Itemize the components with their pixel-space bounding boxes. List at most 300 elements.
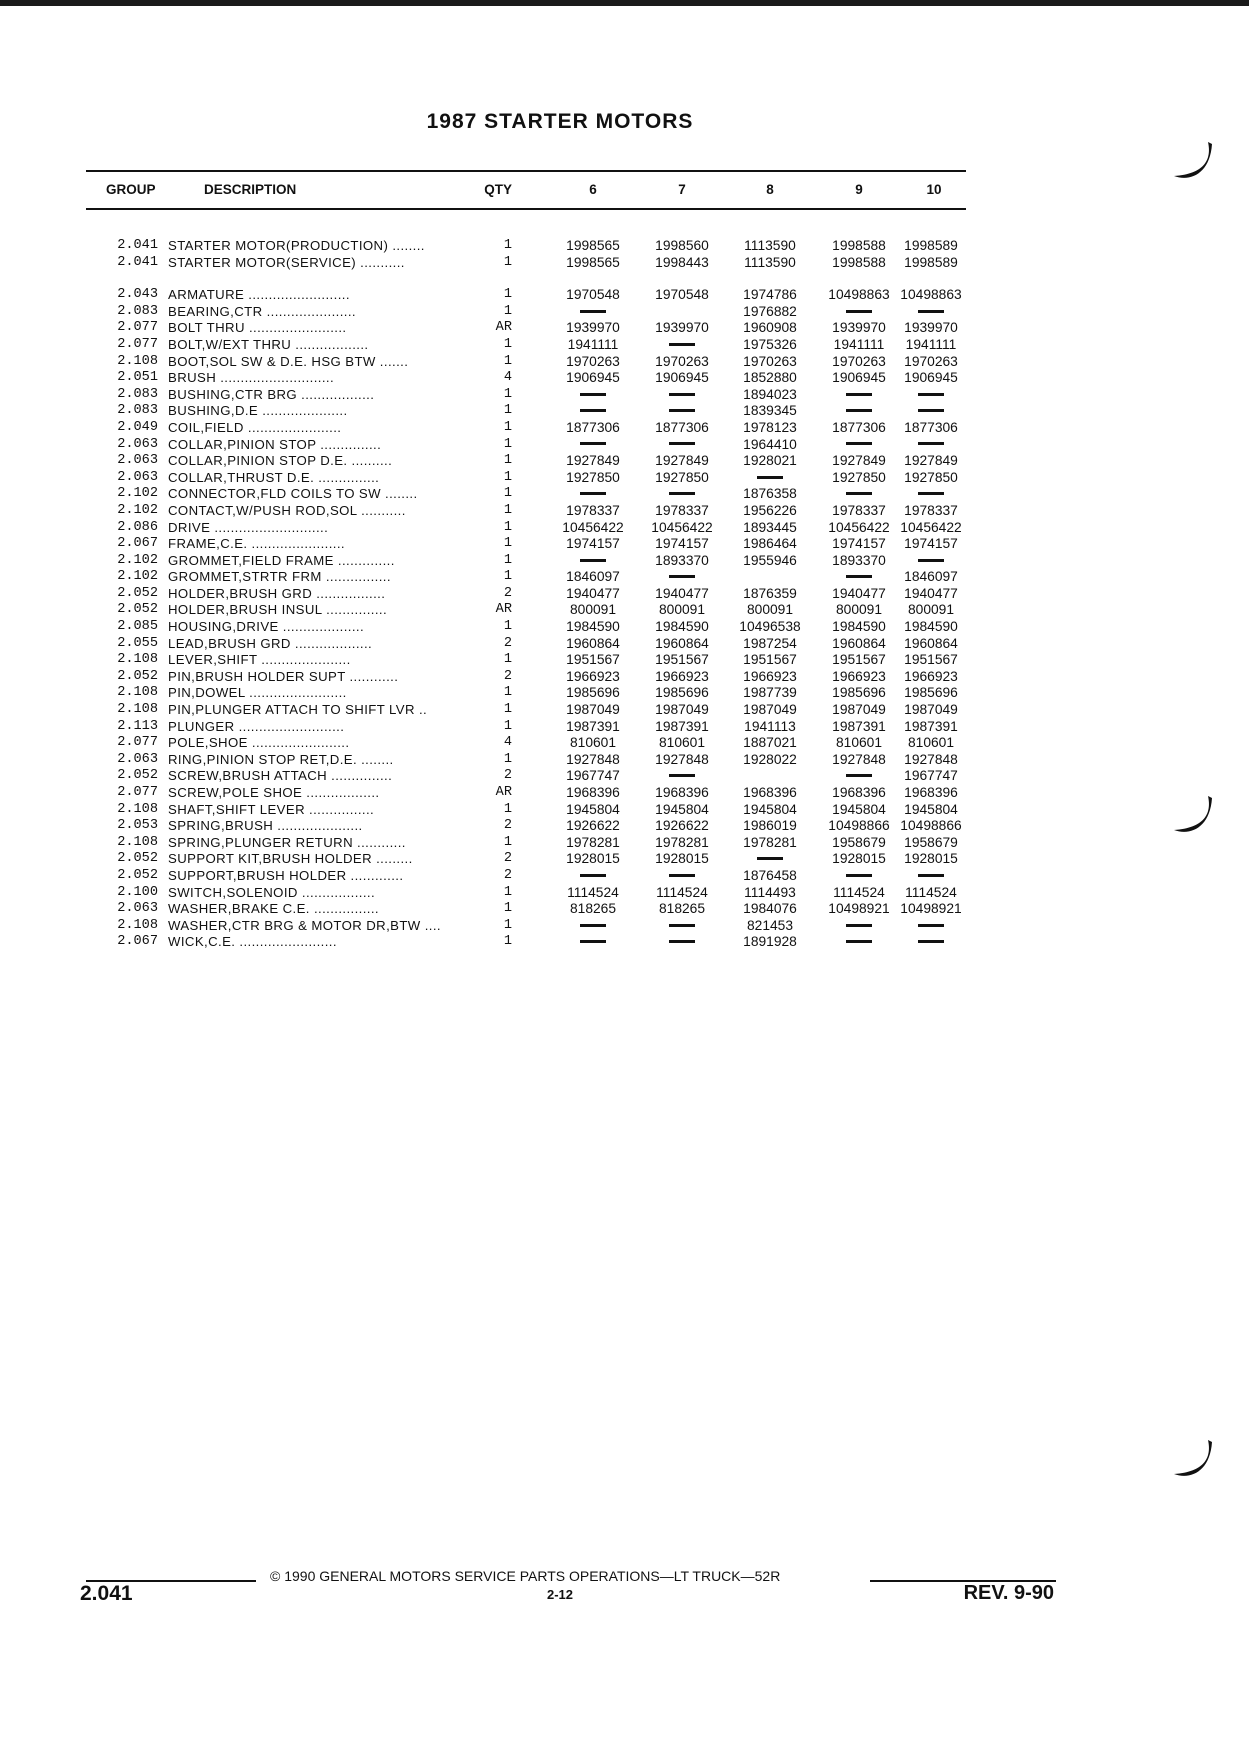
cell-group: 2.063 (117, 901, 158, 917)
cell-model-8: 1876458 (743, 867, 797, 883)
cell-model-10: 1998589 (904, 254, 958, 270)
cell-model-10: 1970263 (904, 353, 958, 369)
cell-qty: 1 (503, 453, 512, 469)
cell-group: 2.052 (117, 867, 158, 883)
cell-model-8: 1966923 (743, 668, 797, 684)
cell-group: 2.053 (117, 818, 158, 834)
table-row (86, 768, 966, 785)
table-row (86, 354, 966, 371)
table-row (86, 835, 966, 852)
cell-description: SHAFT,SHIFT LEVER ................ (168, 801, 375, 817)
cell-model-9: 1951567 (832, 652, 886, 668)
cell-model-7: 1984590 (655, 619, 709, 635)
cell-description: WASHER,BRAKE C.E. ................ (168, 901, 379, 917)
cell-model-9 (816, 304, 902, 321)
cell-model-8: 1893445 (743, 519, 797, 535)
cell-description: HOLDER,BRUSH GRD ................. (168, 585, 386, 601)
header-model-8: 8 (766, 182, 774, 197)
table-row (86, 287, 966, 304)
cell-group: 2.102 (117, 552, 158, 568)
cell-model-9: 1927848 (832, 751, 886, 767)
table-row (86, 553, 966, 570)
cell-description: ARMATURE ......................... (168, 287, 350, 303)
cell-model-8: 1876359 (743, 585, 797, 601)
cell-qty: 1 (503, 917, 512, 933)
table-row (86, 685, 966, 702)
cell-description: CONTACT,W/PUSH ROD,SOL ........... (168, 502, 406, 518)
cell-group: 2.083 (117, 403, 158, 419)
cell-description: BEARING,CTR ...................... (168, 303, 356, 319)
cell-model-8 (727, 851, 813, 868)
cell-model-8: 1960908 (743, 320, 797, 336)
cell-model-6: 1877306 (566, 419, 620, 435)
cell-group: 2.052 (117, 768, 158, 784)
cell-model-10: 1966923 (904, 668, 958, 684)
cell-model-6: 1978281 (566, 834, 620, 850)
cell-qty: 1 (503, 519, 512, 535)
cell-group: 2.108 (117, 685, 158, 701)
cell-group: 2.063 (117, 436, 158, 452)
header-model-9: 9 (855, 182, 863, 197)
cell-model-9 (816, 918, 902, 935)
cell-model-6 (550, 403, 636, 420)
table-row (86, 851, 966, 868)
cell-qty: AR (495, 320, 512, 336)
cell-model-8: 1986464 (743, 536, 797, 552)
cell-qty: 2 (503, 668, 512, 684)
cell-model-10: 800091 (907, 602, 955, 618)
cell-group: 2.108 (117, 917, 158, 933)
cell-qty: 1 (503, 884, 512, 900)
header-description: DESCRIPTION (204, 182, 297, 197)
footer-page-number: 2-12 (546, 1587, 574, 1602)
cell-qty: 2 (503, 818, 512, 834)
cell-group: 2.083 (117, 386, 158, 402)
cell-qty: 1 (503, 502, 512, 518)
cell-model-6: 1941111 (567, 336, 619, 352)
table-row (86, 470, 966, 487)
cell-model-9: 1114524 (833, 884, 885, 900)
cell-model-10: 1114524 (905, 884, 957, 900)
cell-model-9: 1928015 (832, 851, 886, 867)
table-row (86, 370, 966, 387)
cell-description: SCREW,POLE SHOE .................. (168, 785, 380, 800)
cell-qty: 1 (503, 702, 512, 718)
table-row (86, 337, 966, 354)
cell-model-7: 1998443 (655, 254, 709, 270)
cell-model-6: 1987391 (566, 718, 620, 734)
cell-model-10: 810601 (907, 735, 955, 751)
not-applicable-dash (918, 393, 944, 396)
not-applicable-dash (669, 874, 695, 877)
cell-model-7: 1960864 (655, 635, 709, 651)
cell-group: 2.077 (117, 735, 158, 751)
cell-model-9: 1945804 (832, 801, 886, 817)
cell-description: COLLAR,PINION STOP ............... (168, 436, 382, 452)
cell-group: 2.083 (117, 303, 158, 319)
not-applicable-dash (669, 774, 695, 777)
table-row (86, 735, 966, 752)
cell-model-10: 1967747 (904, 768, 958, 784)
not-applicable-dash (846, 393, 872, 396)
cell-model-7: 818265 (658, 901, 706, 917)
cell-qty: 1 (503, 751, 512, 767)
cell-model-10: 1928015 (904, 851, 958, 867)
cell-model-8: 1984076 (743, 901, 797, 917)
cell-qty: 2 (503, 635, 512, 651)
cell-group: 2.102 (117, 502, 158, 518)
cell-model-8: 800091 (746, 602, 794, 618)
cell-model-8: 1978281 (743, 834, 797, 850)
table-row (86, 586, 966, 603)
not-applicable-dash (918, 492, 944, 495)
cell-model-7 (639, 569, 725, 586)
not-applicable-dash (846, 310, 872, 313)
cell-model-8: 1974786 (743, 287, 797, 303)
cell-qty: 1 (503, 353, 512, 369)
cell-group: 2.049 (117, 419, 158, 435)
header-qty: QTY (484, 182, 512, 197)
cell-description: BUSHING,D.E ..................... (168, 403, 348, 419)
cell-model-9 (816, 403, 902, 420)
cell-description: PLUNGER .......................... (168, 718, 345, 734)
cell-model-6 (550, 387, 636, 404)
table-header-rule (86, 208, 966, 210)
cell-model-9 (816, 387, 902, 404)
cell-model-8: 1968396 (743, 785, 797, 800)
table-row (86, 719, 966, 736)
cell-group: 2.067 (117, 536, 158, 552)
not-applicable-dash (669, 492, 695, 495)
cell-model-9: 1893370 (832, 552, 886, 568)
cell-description: COIL,FIELD ....................... (168, 419, 342, 435)
cell-group: 2.063 (117, 751, 158, 767)
cell-model-10: 1906945 (904, 370, 958, 386)
cell-qty: 1 (503, 486, 512, 502)
cell-model-8: 1987049 (743, 702, 797, 718)
cell-qty: 1 (503, 934, 512, 950)
binder-hook-icon (1168, 138, 1214, 184)
table-row (86, 934, 966, 951)
cell-model-7 (639, 437, 725, 454)
cell-model-7: 1926622 (655, 818, 709, 834)
cell-qty: 1 (503, 287, 512, 303)
table-row (86, 901, 966, 918)
cell-qty: 1 (503, 718, 512, 734)
not-applicable-dash (580, 409, 606, 412)
cell-model-6: 1966923 (566, 668, 620, 684)
cell-qty: 1 (503, 469, 512, 485)
cell-model-7: 800091 (658, 602, 706, 618)
header-model-6: 6 (589, 182, 597, 197)
cell-model-9: 1978337 (832, 502, 886, 518)
cell-description: BOOT,SOL SW & D.E. HSG BTW ....... (168, 353, 409, 369)
cell-model-6: 1968396 (566, 785, 620, 800)
cell-description: LEAD,BRUSH GRD ................... (168, 635, 373, 651)
cell-model-8: 10496538 (739, 619, 801, 635)
cell-model-9: 810601 (835, 735, 883, 751)
page-title: 1987 STARTER MOTORS (426, 110, 694, 133)
cell-model-9: 1968396 (832, 785, 886, 800)
cell-model-6: 1927850 (566, 469, 620, 485)
cell-qty: 2 (503, 768, 512, 784)
not-applicable-dash (846, 924, 872, 927)
cell-model-8: 1975326 (743, 336, 797, 352)
cell-qty: 4 (503, 735, 512, 751)
cell-qty: 1 (503, 303, 512, 319)
cell-model-7 (639, 486, 725, 503)
not-applicable-dash (669, 924, 695, 927)
binder-hook-icon (1168, 1436, 1214, 1482)
cell-model-6: 1974157 (566, 536, 620, 552)
cell-model-7: 810601 (658, 735, 706, 751)
not-applicable-dash (846, 575, 872, 578)
cell-group: 2.086 (117, 519, 158, 535)
cell-model-8: 1978123 (743, 419, 797, 435)
not-applicable-dash (580, 393, 606, 396)
cell-model-6: 1939970 (566, 320, 620, 336)
not-applicable-dash (918, 559, 944, 562)
cell-model-8: 1114493 (744, 884, 796, 900)
cell-group: 2.043 (117, 287, 158, 303)
cell-model-8: 1987739 (743, 685, 797, 701)
cell-qty: 1 (503, 403, 512, 419)
not-applicable-dash (669, 940, 695, 943)
cell-model-9 (816, 437, 902, 454)
cell-model-6: 1927849 (566, 453, 620, 469)
cell-model-8: 1928022 (743, 751, 797, 767)
cell-model-10: 1939970 (904, 320, 958, 336)
not-applicable-dash (757, 476, 783, 479)
cell-model-10: 1927850 (904, 469, 958, 485)
cell-model-10 (896, 437, 966, 454)
cell-description: DRIVE ............................ (168, 519, 329, 535)
not-applicable-dash (846, 874, 872, 877)
cell-description: BOLT,W/EXT THRU .................. (168, 336, 369, 352)
not-applicable-dash (918, 409, 944, 412)
cell-model-8: 1113590 (744, 238, 796, 253)
not-applicable-dash (846, 940, 872, 943)
cell-group: 2.108 (117, 702, 158, 718)
cell-group: 2.108 (117, 353, 158, 369)
not-applicable-dash (580, 492, 606, 495)
cell-description: HOLDER,BRUSH INSUL ............... (168, 602, 388, 618)
cell-model-9: 1940477 (832, 585, 886, 601)
cell-model-6 (550, 934, 636, 951)
cell-model-6 (550, 868, 636, 885)
cell-qty: 1 (503, 336, 512, 352)
not-applicable-dash (846, 409, 872, 412)
cell-group: 2.041 (117, 254, 158, 270)
cell-model-6: 1906945 (566, 370, 620, 386)
cell-model-10: 1958679 (904, 834, 958, 850)
cell-model-9: 1974157 (832, 536, 886, 552)
table-row (86, 453, 966, 470)
not-applicable-dash (918, 874, 944, 877)
cell-model-6: 1970263 (566, 353, 620, 369)
cell-model-10: 1941111 (905, 336, 957, 352)
cell-model-6: 1987049 (566, 702, 620, 718)
not-applicable-dash (757, 857, 783, 860)
cell-group: 2.108 (117, 801, 158, 817)
cell-model-10: 1940477 (904, 585, 958, 601)
cell-model-8: 1951567 (743, 652, 797, 668)
table-row (86, 255, 966, 272)
cell-group: 2.052 (117, 602, 158, 618)
cell-model-10: 1984590 (904, 619, 958, 635)
cell-model-9: 800091 (835, 602, 883, 618)
table-row (86, 437, 966, 454)
table-row (86, 752, 966, 769)
cell-model-8: 1955946 (743, 552, 797, 568)
cell-model-7: 1970263 (655, 353, 709, 369)
cell-model-9 (816, 486, 902, 503)
cell-model-7: 1978281 (655, 834, 709, 850)
cell-model-9: 1939970 (832, 320, 886, 336)
not-applicable-dash (580, 310, 606, 313)
cell-model-7: 1114524 (656, 884, 708, 900)
cell-description: STARTER MOTOR(PRODUCTION) ........ (168, 238, 425, 253)
cell-model-7 (639, 337, 725, 354)
cell-description: GROMMET,STRTR FRM ................ (168, 569, 391, 585)
cell-description: LEVER,SHIFT ...................... (168, 652, 351, 668)
cell-description: GROMMET,FIELD FRAME .............. (168, 552, 395, 568)
cell-model-9: 1960864 (832, 635, 886, 651)
cell-qty: 1 (503, 834, 512, 850)
cell-model-7: 1966923 (655, 668, 709, 684)
cell-model-7: 1927850 (655, 469, 709, 485)
cell-model-6: 1951567 (566, 652, 620, 668)
cell-group: 2.108 (117, 834, 158, 850)
cell-model-6: 1984590 (566, 619, 620, 635)
cell-qty: 1 (503, 386, 512, 402)
cell-model-7: 1974157 (655, 536, 709, 552)
cell-model-10 (896, 553, 966, 570)
cell-description: COLLAR,PINION STOP D.E. .......... (168, 453, 393, 469)
cell-model-8: 1956226 (743, 502, 797, 518)
not-applicable-dash (580, 559, 606, 562)
cell-qty: 1 (503, 419, 512, 435)
cell-model-10: 10498866 (900, 818, 962, 834)
table-row (86, 320, 966, 337)
cell-description: WICK,C.E. ........................ (168, 934, 337, 950)
cell-model-6: 1970548 (566, 287, 620, 303)
cell-model-7: 1987391 (655, 718, 709, 734)
not-applicable-dash (669, 575, 695, 578)
cell-model-8: 1113590 (744, 254, 796, 270)
cell-model-9: 1958679 (832, 834, 886, 850)
table-row (86, 652, 966, 669)
cell-qty: 1 (503, 901, 512, 917)
cell-model-9: 1987391 (832, 718, 886, 734)
cell-group: 2.052 (117, 585, 158, 601)
cell-model-10: 1945804 (904, 801, 958, 817)
cell-model-9: 10498863 (828, 287, 890, 303)
cell-group: 2.085 (117, 619, 158, 635)
cell-model-10: 1985696 (904, 685, 958, 701)
cell-group: 2.102 (117, 486, 158, 502)
cell-model-6: 800091 (569, 602, 617, 618)
cell-model-10: 1987391 (904, 718, 958, 734)
cell-model-9: 1984590 (832, 619, 886, 635)
cell-description: BUSHING,CTR BRG .................. (168, 386, 375, 402)
header-model-10: 10 (926, 182, 942, 197)
cell-model-8: 1945804 (743, 801, 797, 817)
cell-model-7 (639, 387, 725, 404)
table-row (86, 802, 966, 819)
cell-model-8: 1941113 (744, 718, 796, 734)
cell-qty: 1 (503, 652, 512, 668)
cell-model-10 (896, 918, 966, 935)
table-row (86, 536, 966, 553)
cell-model-6: 1928015 (566, 851, 620, 867)
cell-model-9 (816, 768, 902, 785)
cell-model-7: 1951567 (655, 652, 709, 668)
cell-model-6 (550, 486, 636, 503)
cell-qty: 1 (503, 436, 512, 452)
table-row (86, 387, 966, 404)
cell-model-9 (816, 868, 902, 885)
cell-description: CONNECTOR,FLD COILS TO SW ........ (168, 486, 418, 502)
cell-model-9: 1877306 (832, 419, 886, 435)
cell-model-6: 1945804 (566, 801, 620, 817)
cell-description: BRUSH ............................ (168, 370, 335, 386)
cell-model-9: 1906945 (832, 370, 886, 386)
cell-description: SUPPORT KIT,BRUSH HOLDER ......... (168, 851, 413, 867)
cell-model-7: 1968396 (655, 785, 709, 800)
cell-model-6: 1940477 (566, 585, 620, 601)
cell-model-10: 1927849 (904, 453, 958, 469)
cell-model-8: 1986019 (743, 818, 797, 834)
cell-model-6 (550, 918, 636, 935)
cell-model-6: 1927848 (566, 751, 620, 767)
cell-model-10: 1927848 (904, 751, 958, 767)
cell-model-9 (816, 934, 902, 951)
cell-model-7 (639, 768, 725, 785)
not-applicable-dash (846, 492, 872, 495)
footer-copyright: © 1990 GENERAL MOTORS SERVICE PARTS OPERATIONS—LT TRUCK—52R (270, 1568, 781, 1584)
table-row (86, 702, 966, 719)
cell-model-8: 1987254 (743, 635, 797, 651)
cell-model-8: 821453 (746, 917, 794, 933)
footer-revision: REV. 9-90 (963, 1582, 1054, 1604)
cell-model-10 (896, 387, 966, 404)
cell-model-7 (639, 934, 725, 951)
cell-model-6: 1998565 (566, 238, 620, 253)
cell-model-7: 1927848 (655, 751, 709, 767)
cell-group: 2.055 (117, 635, 158, 651)
table-row (86, 868, 966, 885)
table-row (86, 619, 966, 636)
table-row (86, 602, 966, 619)
cell-qty: 1 (503, 801, 512, 817)
cell-model-6 (550, 437, 636, 454)
cell-qty: 1 (503, 619, 512, 635)
cell-description: BOLT THRU ........................ (168, 320, 347, 336)
cell-model-6 (550, 304, 636, 321)
cell-model-7: 10456422 (651, 519, 713, 535)
cell-model-8: 1876358 (743, 486, 797, 502)
cell-model-7: 1945804 (655, 801, 709, 817)
cell-model-7: 1939970 (655, 320, 709, 336)
cell-group: 2.077 (117, 785, 158, 800)
not-applicable-dash (918, 940, 944, 943)
cell-model-9: 1970263 (832, 353, 886, 369)
cell-group: 2.102 (117, 569, 158, 585)
cell-model-10: 10498921 (900, 901, 962, 917)
not-applicable-dash (580, 442, 606, 445)
cell-description: RING,PINION STOP RET,D.E. ........ (168, 751, 394, 767)
